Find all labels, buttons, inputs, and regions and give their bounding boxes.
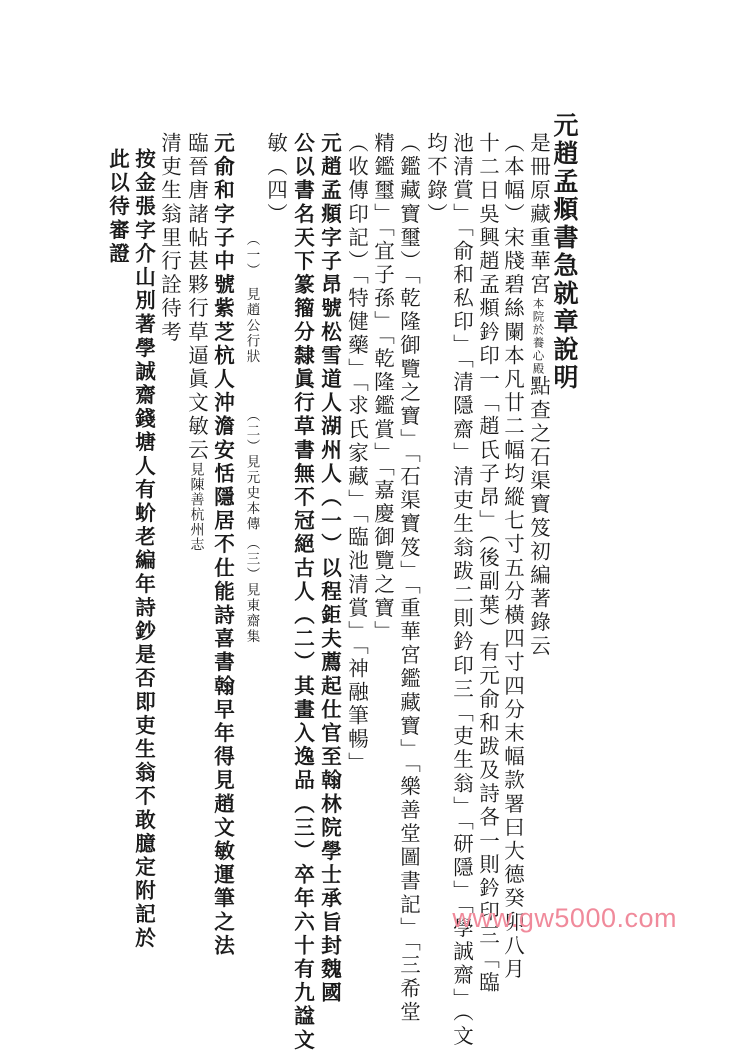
column-text: 是冊原藏重華宮 [526,132,551,298]
footnote: （一） 見趙公行狀 [243,232,260,365]
text-column [528,132,549,658]
text-column [186,132,207,552]
text-column: 敏（四） [263,132,288,227]
text-column: 十二日吳興趙孟頫鈐印一「趙氏子昂」（後副葉）有元俞和跋及詩各一則鈐印三「臨 [475,132,500,995]
watermark-text: www.gw5000.com [452,903,677,933]
column-text: 點查之石渠寶笈初編著錄云 [526,375,551,659]
footnote: （三）見東齋集 [243,536,260,645]
column-text: 臨晉唐諸帖甚夥行草逼眞文敏云 [184,132,209,463]
text-column: 公以書名天下篆籀分隸眞行草書無不冠絕古人（二）其畫入逸品（三）卒年六十有九諡文 [290,132,315,1052]
text-column: 按金張字介山別著學誠齋錢塘人有蚧老編年詩鈔是否即吏生翁不敢臆定附記於 [131,148,156,951]
footnote: （二）見元史本傳 [243,408,260,532]
text-column: （收傳印記）「特健藥」「求氏家藏」「臨池清賞」「神融筆暢」 [344,132,369,776]
text-column: 池清賞」「俞和私印」「清隱齋」清吏生翁跋二則鈐印三「吏生翁」「研隱」「學誠齋」（文 [449,132,474,1049]
text-column: 元趙孟頫字子昂號松雪道人湖州人（一）以程鉅夫薦起仕官至翰林院學士承旨封魏國 [317,132,342,1006]
text-column: 此以待審證 [105,148,130,266]
text-column: 清吏生翁里行詮待考 [157,132,182,345]
inline-note: 見陳善杭州志 [188,462,205,553]
text-column: （本幅）宋牋碧絲闌本凡廿二幅均縱七寸五分橫四寸四分末幅款署曰大德癸卯八月 [500,132,525,982]
text-column: 元俞和字子中號紫芝杭人沖澹安恬隱居不仕能詩喜書翰早年得見趙文敏運筆之法 [210,132,235,958]
text-column: 精鑑璽」「宜子孫」「乾隆鑑賞」「嘉慶御覽之寶」 [370,132,395,645]
inline-note: 本院於養心殿 [531,297,546,376]
text-column: （鑑藏寶璽）「乾隆御覽之寶」「石渠寶笈」「重華宮鑑藏寶」「樂善堂圖書記」「三希堂 [396,132,421,1025]
page-title: 元趙孟頫書急就章說明 [550,112,579,392]
text-column: 均不錄） [423,132,448,227]
